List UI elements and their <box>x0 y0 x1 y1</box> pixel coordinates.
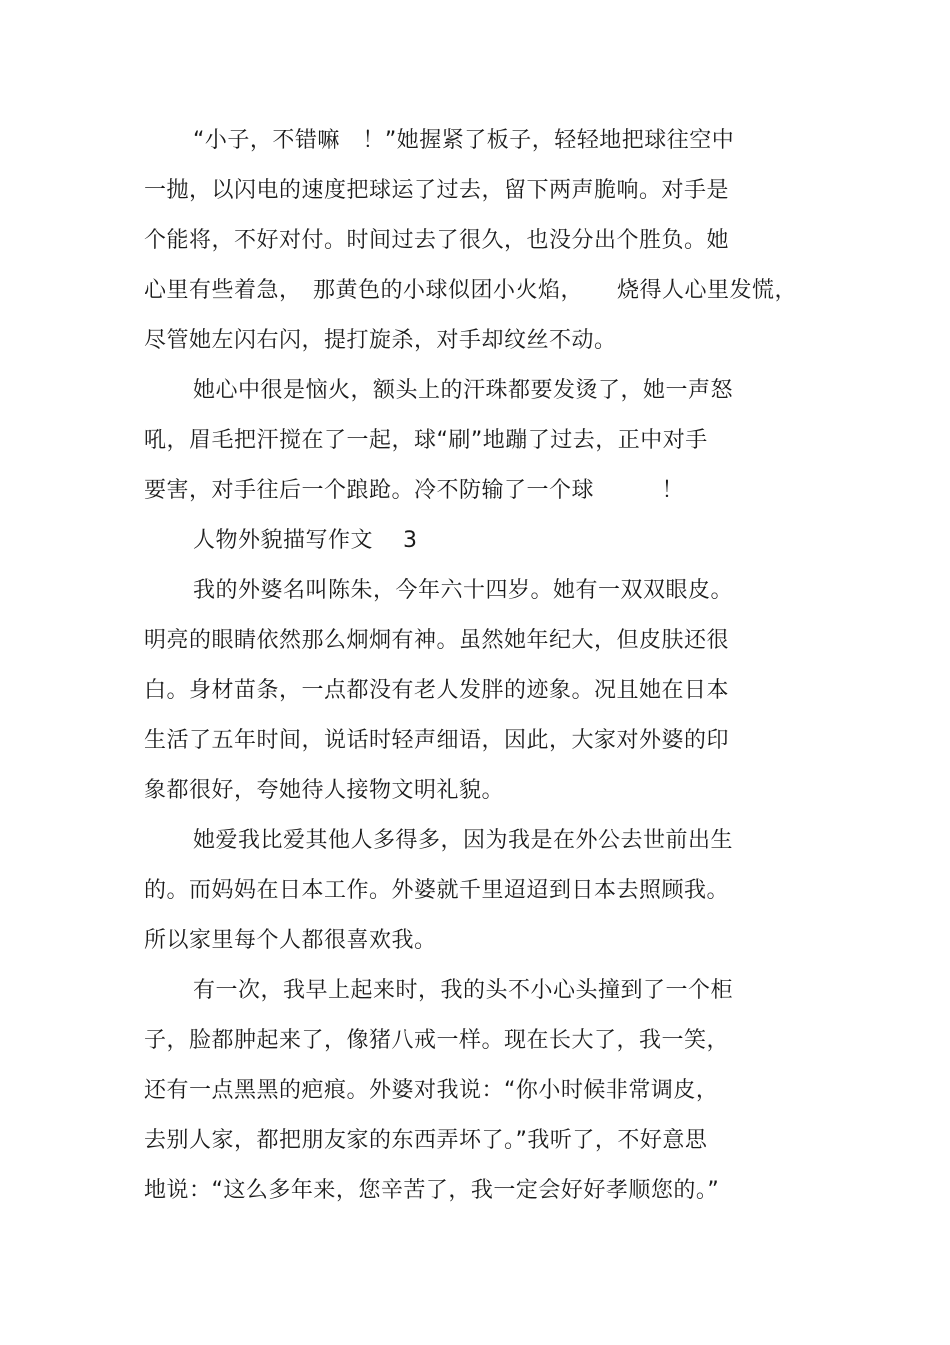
text-line: 个能将，不好对付。时间过去了很久，也没分出个胜负。她 <box>144 228 730 253</box>
text-line: 她心中很是恼火，额头上的汗珠都要发烫了，她一声怒 <box>193 378 734 403</box>
text-line: 的。而妈妈在日本工作。外婆就千里迢迢到日本去照顾我。 <box>144 878 730 903</box>
text-line: 明亮的眼睛依然那么炯炯有神。虽然她年纪大，但皮肤还很 <box>144 628 730 653</box>
text-line: 还有一点黑黑的疤痕。外婆对我说：“你小时候非常调皮， <box>144 1078 719 1103</box>
text-line: 有一次，我早上起来时，我的头不小心头撞到了一个柜 <box>193 978 734 1003</box>
text-line: 吼，眉毛把汗搅在了一起，球“刷”地蹦了过去，正中对手 <box>144 428 708 453</box>
text-line: 一抛，以闪电的速度把球运了过去，留下两声脆响。对手是 <box>144 178 730 203</box>
section-heading: 人物外貌描写作文 3 <box>193 528 418 553</box>
text-line: 去别人家，都把朋友家的东西弄坏了。”我听了，不好意思 <box>144 1128 708 1153</box>
text-line: 她爱我比爱其他人多得多，因为我是在外公去世前出生 <box>193 828 734 853</box>
text-line: “小子，不错嘛 ！”她握紧了板子，轻轻地把球往空中 <box>193 128 735 153</box>
text-line: 我的外婆名叫陈朱，今年六十四岁。她有一双双眼皮。 <box>193 578 734 603</box>
text-line: 生活了五年时间，说话时轻声细语，因此，大家对外婆的印 <box>144 728 730 753</box>
text-line: 尽管她左闪右闪，提打旋杀，对手却纹丝不动。 <box>144 328 617 353</box>
text-line: 心里有些着急， 那黄色的小球似团小火焰， 烧得人心里发慌， <box>144 278 798 303</box>
text-line: 要害，对手往后一个踉跄。冷不防输了一个球 ！ <box>144 478 685 503</box>
text-line: 地说：“这么多年来，您辛苦了，我一定会好好孝顺您的。” <box>144 1178 720 1203</box>
text-line: 象都很好，夸她待人接物文明礼貌。 <box>144 778 505 803</box>
text-line: 白。身材苗条，一点都没有老人发胖的迹象。况且她在日本 <box>144 678 730 703</box>
text-line: 所以家里每个人都很喜欢我。 <box>144 928 437 953</box>
text-line: 子，脸都肿起来了，像猪八戒一样。现在长大了，我一笑， <box>144 1028 730 1053</box>
